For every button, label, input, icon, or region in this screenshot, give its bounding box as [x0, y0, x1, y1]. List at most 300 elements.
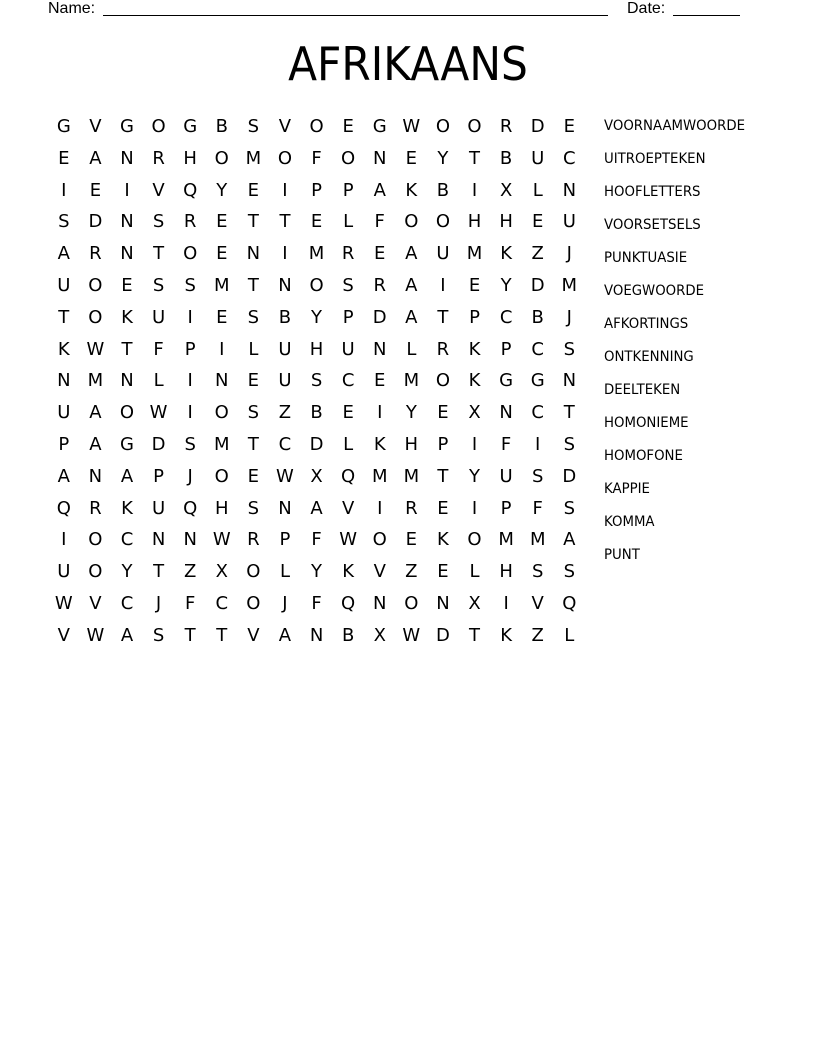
- grid-cell[interactable]: V: [89, 116, 102, 137]
- grid-cell[interactable]: O: [309, 274, 324, 296]
- word-list-item: HOOFLETTERS: [604, 184, 701, 200]
- grid-cell[interactable]: V: [278, 116, 292, 137]
- grid-cell[interactable]: M: [403, 370, 420, 392]
- grid-cell[interactable]: P: [469, 306, 480, 328]
- grid-cell[interactable]: A: [120, 465, 134, 487]
- grid-cell[interactable]: X: [468, 402, 481, 424]
- grid-cell[interactable]: D: [562, 465, 577, 487]
- grid-cell[interactable]: S: [563, 561, 576, 583]
- grid-cell[interactable]: Y: [405, 402, 417, 424]
- grid-cell[interactable]: I: [187, 402, 193, 424]
- grid-cell[interactable]: N: [120, 211, 134, 233]
- word-list-item: KOMMA: [604, 514, 655, 530]
- grid-cell[interactable]: I: [471, 497, 478, 519]
- grid-cell[interactable]: Z: [278, 402, 292, 424]
- grid-cell[interactable]: P: [342, 179, 354, 201]
- grid-cell[interactable]: A: [89, 147, 102, 169]
- grid-cell[interactable]: O: [88, 529, 103, 551]
- grid-cell[interactable]: D: [530, 116, 545, 137]
- grid-cell[interactable]: E: [437, 402, 449, 424]
- grid-cell[interactable]: X: [215, 561, 228, 583]
- grid-cell[interactable]: P: [342, 306, 354, 328]
- grid-cell[interactable]: T: [121, 338, 133, 360]
- grid-cell[interactable]: K: [405, 179, 418, 201]
- grid-cell[interactable]: O: [246, 592, 261, 614]
- grid-cell[interactable]: I: [535, 433, 541, 455]
- grid-cell[interactable]: N: [120, 243, 134, 265]
- grid-cell[interactable]: O: [119, 402, 135, 424]
- grid-cell[interactable]: G: [372, 116, 387, 137]
- grid-cell[interactable]: V: [57, 624, 70, 646]
- grid-cell[interactable]: O: [151, 116, 166, 137]
- grid-cell[interactable]: T: [247, 274, 259, 296]
- grid-cell[interactable]: Q: [56, 497, 71, 519]
- grid-cell[interactable]: U: [151, 497, 166, 519]
- grid-cell[interactable]: E: [437, 497, 449, 519]
- grid-cell[interactable]: P: [279, 529, 291, 551]
- grid-cell[interactable]: N: [183, 529, 197, 551]
- grid-cell[interactable]: D: [530, 274, 545, 296]
- grid-cell[interactable]: D: [88, 211, 103, 233]
- grid-cell[interactable]: O: [309, 116, 324, 137]
- grid-cell[interactable]: U: [278, 370, 292, 392]
- grid-cell[interactable]: X: [468, 592, 481, 614]
- grid-cell[interactable]: L: [532, 179, 543, 201]
- grid-cell[interactable]: K: [57, 338, 70, 360]
- date-field-line[interactable]: [673, 15, 740, 16]
- grid-cell[interactable]: T: [153, 561, 165, 583]
- name-label: Name:: [48, 0, 96, 17]
- grid-cell[interactable]: E: [310, 211, 323, 233]
- grid-cell[interactable]: A: [278, 624, 292, 646]
- grid-cell[interactable]: F: [153, 338, 164, 360]
- grid-cell[interactable]: N: [57, 370, 71, 392]
- grid-cell[interactable]: A: [89, 433, 102, 455]
- grid-cell[interactable]: G: [183, 116, 198, 137]
- grid-cell[interactable]: U: [531, 147, 545, 169]
- grid-cell[interactable]: Y: [311, 561, 323, 583]
- grid-cell[interactable]: D: [435, 624, 450, 646]
- grid-cell[interactable]: M: [371, 465, 388, 487]
- grid-cell[interactable]: L: [469, 561, 480, 583]
- grid-cell[interactable]: R: [405, 497, 418, 519]
- grid-cell[interactable]: O: [372, 529, 387, 551]
- grid-cell[interactable]: L: [153, 370, 164, 392]
- grid-cell[interactable]: R: [436, 338, 450, 360]
- grid-cell[interactable]: X: [373, 624, 386, 646]
- grid-cell[interactable]: S: [563, 338, 576, 360]
- grid-cell[interactable]: J: [187, 465, 193, 487]
- grid-cell[interactable]: I: [503, 592, 509, 614]
- grid-cell[interactable]: S: [342, 274, 354, 296]
- grid-cell[interactable]: M: [214, 433, 230, 455]
- grid-cell[interactable]: K: [373, 433, 386, 455]
- grid-cell[interactable]: I: [187, 370, 193, 392]
- grid-cell[interactable]: C: [563, 147, 576, 169]
- grid-cell[interactable]: X: [499, 179, 513, 201]
- grid-cell[interactable]: T: [437, 465, 449, 487]
- grid-cell[interactable]: G: [499, 370, 514, 392]
- grid-cell[interactable]: T: [469, 624, 481, 646]
- grid-cell[interactable]: E: [405, 147, 418, 169]
- grid-cell[interactable]: N: [436, 592, 450, 614]
- grid-cell[interactable]: M: [561, 274, 578, 296]
- grid-cell[interactable]: G: [120, 116, 134, 137]
- grid-cell[interactable]: S: [152, 274, 165, 296]
- grid-cell[interactable]: Z: [531, 243, 544, 265]
- grid-cell[interactable]: T: [279, 211, 291, 233]
- grid-cell[interactable]: I: [282, 179, 288, 201]
- word-list-item: VOORSETSELS: [604, 217, 701, 233]
- grid-cell[interactable]: A: [57, 243, 70, 265]
- grid-cell[interactable]: E: [216, 243, 228, 265]
- grid-cell[interactable]: N: [278, 274, 292, 296]
- grid-cell[interactable]: D: [372, 306, 387, 328]
- grid-cell[interactable]: V: [152, 179, 165, 201]
- grid-cell[interactable]: P: [311, 179, 322, 201]
- grid-cell[interactable]: U: [57, 561, 71, 583]
- grid-cell[interactable]: O: [277, 147, 293, 169]
- grid-cell[interactable]: C: [215, 592, 229, 614]
- grid-cell[interactable]: E: [58, 147, 70, 169]
- grid-cell[interactable]: F: [500, 433, 512, 455]
- grid-cell[interactable]: O: [435, 211, 450, 233]
- grid-cell[interactable]: K: [121, 306, 133, 328]
- grid-cell[interactable]: S: [184, 433, 196, 455]
- grid-cell[interactable]: U: [151, 306, 166, 328]
- grid-cell[interactable]: J: [155, 592, 162, 614]
- grid-cell[interactable]: V: [89, 592, 102, 614]
- grid-cell[interactable]: Z: [405, 561, 418, 583]
- grid-cell[interactable]: I: [471, 433, 478, 455]
- grid-cell[interactable]: W: [86, 338, 105, 360]
- grid-cell[interactable]: S: [563, 433, 576, 455]
- grid-cell[interactable]: G: [120, 433, 134, 455]
- grid-cell[interactable]: T: [563, 402, 575, 424]
- grid-cell[interactable]: K: [500, 243, 513, 265]
- grid-cell[interactable]: S: [310, 370, 323, 392]
- grid-cell[interactable]: J: [566, 306, 572, 328]
- grid-cell[interactable]: W: [339, 529, 358, 551]
- grid-cell[interactable]: O: [88, 274, 103, 296]
- grid-cell[interactable]: N: [151, 529, 166, 551]
- grid-cell[interactable]: P: [184, 338, 196, 360]
- grid-cell[interactable]: L: [343, 433, 354, 455]
- grid-cell[interactable]: I: [440, 274, 446, 296]
- grid-cell[interactable]: S: [531, 561, 544, 583]
- grid-cell[interactable]: E: [247, 465, 260, 487]
- grid-cell[interactable]: N: [215, 370, 229, 392]
- grid-cell[interactable]: E: [247, 179, 260, 201]
- grid-cell[interactable]: I: [377, 497, 383, 519]
- grid-cell[interactable]: O: [404, 592, 419, 614]
- grid-cell[interactable]: T: [247, 433, 259, 455]
- grid-cell[interactable]: Q: [183, 179, 198, 201]
- grid-cell[interactable]: M: [87, 370, 104, 392]
- grid-cell[interactable]: E: [374, 243, 386, 265]
- grid-cell[interactable]: E: [216, 306, 228, 328]
- grid-cell[interactable]: M: [308, 243, 325, 265]
- grid-cell[interactable]: O: [214, 402, 229, 424]
- grid-cell[interactable]: I: [471, 179, 478, 201]
- grid-cell[interactable]: T: [216, 624, 228, 646]
- grid-cell[interactable]: I: [282, 243, 288, 265]
- grid-cell[interactable]: U: [499, 465, 513, 487]
- grid-cell[interactable]: F: [374, 211, 385, 233]
- grid-cell[interactable]: Q: [183, 497, 198, 519]
- grid-cell[interactable]: N: [120, 147, 134, 169]
- grid-cell[interactable]: V: [247, 624, 260, 646]
- grid-cell[interactable]: E: [247, 370, 260, 392]
- word-list-item: HOMONIEME: [604, 415, 689, 431]
- grid-cell[interactable]: L: [343, 211, 354, 233]
- grid-cell[interactable]: U: [278, 338, 292, 360]
- grid-cell[interactable]: K: [468, 338, 481, 360]
- grid-cell[interactable]: D: [151, 433, 166, 455]
- grid-cell[interactable]: E: [405, 529, 418, 551]
- grid-cell[interactable]: A: [373, 179, 386, 201]
- grid-cell[interactable]: S: [563, 497, 576, 519]
- grid-cell[interactable]: M: [214, 274, 230, 296]
- grid-cell[interactable]: J: [282, 592, 288, 614]
- grid-cell[interactable]: Y: [469, 465, 481, 487]
- grid-cell[interactable]: D: [309, 433, 324, 455]
- grid-cell[interactable]: B: [341, 624, 355, 646]
- grid-cell[interactable]: T: [58, 306, 70, 328]
- grid-cell[interactable]: L: [279, 561, 290, 583]
- grid-cell[interactable]: K: [121, 497, 133, 519]
- grid-cell[interactable]: N: [373, 147, 387, 169]
- grid-cell[interactable]: M: [403, 465, 420, 487]
- grid-cell[interactable]: W: [276, 465, 294, 487]
- grid-cell[interactable]: W: [54, 592, 73, 614]
- grid-cell[interactable]: C: [120, 529, 134, 551]
- grid-cell[interactable]: N: [246, 243, 261, 265]
- grid-cell[interactable]: E: [437, 561, 449, 583]
- grid-cell[interactable]: W: [86, 624, 105, 646]
- grid-cell[interactable]: E: [468, 274, 481, 296]
- grid-cell[interactable]: C: [531, 402, 544, 424]
- grid-cell[interactable]: U: [562, 211, 576, 233]
- grid-cell[interactable]: E: [216, 211, 228, 233]
- grid-cell[interactable]: Y: [437, 147, 449, 169]
- grid-cell[interactable]: H: [499, 561, 513, 583]
- grid-cell[interactable]: O: [183, 243, 198, 265]
- grid-cell[interactable]: T: [437, 306, 449, 328]
- name-field-line[interactable]: [103, 15, 608, 16]
- grid-cell[interactable]: A: [89, 402, 102, 424]
- grid-cell[interactable]: S: [531, 465, 544, 487]
- grid-cell[interactable]: U: [436, 243, 450, 265]
- grid-cell[interactable]: O: [404, 211, 419, 233]
- grid-cell[interactable]: B: [436, 179, 450, 201]
- grid-cell[interactable]: A: [57, 465, 70, 487]
- grid-cell[interactable]: G: [56, 116, 71, 137]
- grid-cell[interactable]: C: [278, 433, 292, 455]
- grid-cell[interactable]: N: [499, 402, 513, 424]
- grid-cell[interactable]: R: [499, 116, 513, 137]
- grid-cell[interactable]: U: [57, 274, 71, 296]
- grid-cell[interactable]: W: [402, 116, 421, 137]
- grid-cell[interactable]: A: [120, 624, 134, 646]
- grid-cell[interactable]: B: [278, 306, 292, 328]
- grid-cell[interactable]: N: [562, 370, 577, 392]
- grid-cell[interactable]: Z: [184, 561, 197, 583]
- grid-cell[interactable]: S: [247, 497, 260, 519]
- grid-cell[interactable]: U: [57, 402, 71, 424]
- word-search-grid: [48, 111, 585, 652]
- grid-cell[interactable]: E: [532, 211, 544, 233]
- grid-cell[interactable]: G: [530, 370, 545, 392]
- grid-cell[interactable]: L: [248, 338, 259, 360]
- grid-cell[interactable]: J: [566, 243, 572, 265]
- grid-cell[interactable]: U: [341, 338, 355, 360]
- grid-cell[interactable]: C: [499, 306, 513, 328]
- grid-cell[interactable]: N: [278, 497, 292, 519]
- grid-cell[interactable]: R: [247, 529, 260, 551]
- grid-cell[interactable]: V: [341, 497, 355, 519]
- grid-cell[interactable]: A: [405, 243, 418, 265]
- grid-cell[interactable]: S: [184, 274, 196, 296]
- grid-cell[interactable]: I: [187, 306, 193, 328]
- grid-cell[interactable]: H: [467, 211, 482, 233]
- grid-cell[interactable]: N: [373, 592, 387, 614]
- grid-cell[interactable]: M: [529, 529, 546, 551]
- grid-cell[interactable]: B: [531, 306, 544, 328]
- worksheet-header: [48, 0, 748, 20]
- grid-cell[interactable]: T: [184, 624, 196, 646]
- grid-cell[interactable]: H: [214, 497, 229, 519]
- grid-cell[interactable]: Y: [311, 306, 323, 328]
- grid-cell[interactable]: H: [499, 211, 513, 233]
- grid-cell[interactable]: Q: [341, 592, 356, 614]
- grid-cell[interactable]: H: [183, 147, 197, 169]
- grid-cell[interactable]: Z: [531, 624, 544, 646]
- grid-cell[interactable]: L: [564, 624, 575, 646]
- grid-cell[interactable]: R: [89, 497, 102, 519]
- grid-cell[interactable]: V: [531, 592, 544, 614]
- grid-cell[interactable]: I: [124, 179, 130, 201]
- grid-cell[interactable]: P: [500, 497, 512, 519]
- grid-cell[interactable]: E: [121, 274, 133, 296]
- grid-cell[interactable]: O: [467, 116, 482, 137]
- grid-cell[interactable]: O: [341, 147, 356, 169]
- grid-cell[interactable]: K: [437, 529, 449, 551]
- grid-cell[interactable]: Y: [500, 274, 512, 296]
- grid-cell[interactable]: A: [310, 497, 323, 519]
- grid-cell[interactable]: P: [437, 433, 449, 455]
- grid-cell[interactable]: W: [402, 624, 421, 646]
- grid-cell[interactable]: R: [183, 211, 197, 233]
- word-list-item: AFKORTINGS: [604, 316, 689, 332]
- grid-cell[interactable]: S: [247, 306, 260, 328]
- grid-cell[interactable]: O: [214, 147, 229, 169]
- grid-cell[interactable]: S: [58, 211, 70, 233]
- date-label: Date:: [627, 0, 666, 17]
- grid-cell[interactable]: R: [152, 147, 165, 169]
- grid-cell[interactable]: F: [184, 592, 196, 614]
- grid-cell[interactable]: B: [499, 147, 513, 169]
- grid-cell[interactable]: O: [246, 561, 261, 583]
- grid-cell[interactable]: Q: [562, 592, 577, 614]
- grid-cell[interactable]: F: [532, 497, 543, 519]
- grid-cell[interactable]: O: [435, 116, 450, 137]
- grid-cell[interactable]: X: [310, 465, 323, 487]
- grid-cell[interactable]: O: [88, 306, 103, 328]
- grid-cell[interactable]: A: [563, 529, 576, 551]
- grid-cell[interactable]: S: [247, 116, 260, 137]
- grid-cell[interactable]: O: [214, 465, 229, 487]
- grid-cell[interactable]: O: [88, 561, 103, 583]
- grid-cell[interactable]: O: [435, 370, 450, 392]
- grid-cell[interactable]: F: [311, 529, 322, 551]
- grid-cell[interactable]: R: [341, 243, 355, 265]
- grid-cell[interactable]: B: [215, 116, 228, 137]
- grid-cell[interactable]: M: [466, 243, 483, 265]
- grid-cell[interactable]: V: [373, 561, 386, 583]
- grid-cell[interactable]: S: [152, 624, 165, 646]
- grid-cell[interactable]: I: [61, 529, 67, 551]
- grid-cell[interactable]: O: [467, 529, 482, 551]
- grid-cell[interactable]: L: [406, 338, 417, 360]
- grid-cell[interactable]: E: [563, 116, 575, 137]
- grid-cell[interactable]: I: [219, 338, 225, 360]
- grid-cell[interactable]: P: [500, 338, 512, 360]
- grid-cell[interactable]: A: [405, 306, 418, 328]
- grid-cell[interactable]: P: [58, 433, 70, 455]
- grid-cell[interactable]: I: [61, 179, 67, 201]
- grid-cell[interactable]: T: [469, 147, 481, 169]
- grid-cell[interactable]: M: [498, 529, 514, 551]
- grid-cell[interactable]: K: [342, 561, 355, 583]
- grid-cell[interactable]: F: [311, 147, 322, 169]
- grid-cell[interactable]: C: [531, 338, 544, 360]
- grid-cell[interactable]: A: [405, 274, 418, 296]
- grid-cell[interactable]: W: [149, 402, 168, 424]
- grid-cell[interactable]: E: [374, 370, 386, 392]
- grid-cell[interactable]: H: [309, 338, 324, 360]
- grid-cell[interactable]: N: [562, 179, 577, 201]
- grid-cell[interactable]: M: [245, 147, 262, 169]
- grid-cell[interactable]: Q: [341, 465, 356, 487]
- grid-cell[interactable]: S: [152, 211, 165, 233]
- grid-cell[interactable]: B: [310, 402, 323, 424]
- grid-cell[interactable]: F: [311, 592, 322, 614]
- grid-cell[interactable]: E: [342, 116, 354, 137]
- grid-cell[interactable]: N: [309, 624, 324, 646]
- grid-cell[interactable]: K: [468, 370, 481, 392]
- grid-cell[interactable]: E: [89, 179, 102, 201]
- grid-cell[interactable]: S: [247, 402, 260, 424]
- grid-cell[interactable]: W: [212, 529, 231, 551]
- grid-cell[interactable]: C: [341, 370, 355, 392]
- grid-cell[interactable]: R: [89, 243, 102, 265]
- grid-cell[interactable]: R: [373, 274, 386, 296]
- grid-cell[interactable]: Y: [121, 561, 133, 583]
- grid-cell[interactable]: N: [88, 465, 103, 487]
- grid-cell[interactable]: H: [404, 433, 419, 455]
- grid-cell[interactable]: N: [120, 370, 134, 392]
- grid-cell[interactable]: I: [377, 402, 383, 424]
- grid-cell[interactable]: E: [342, 402, 354, 424]
- grid-cell[interactable]: N: [373, 338, 387, 360]
- grid-cell[interactable]: T: [247, 211, 259, 233]
- grid-cell[interactable]: P: [153, 465, 164, 487]
- grid-cell[interactable]: C: [120, 592, 134, 614]
- grid-cell[interactable]: T: [153, 243, 165, 265]
- grid-cell[interactable]: K: [500, 624, 513, 646]
- grid-cell[interactable]: Y: [216, 179, 228, 201]
